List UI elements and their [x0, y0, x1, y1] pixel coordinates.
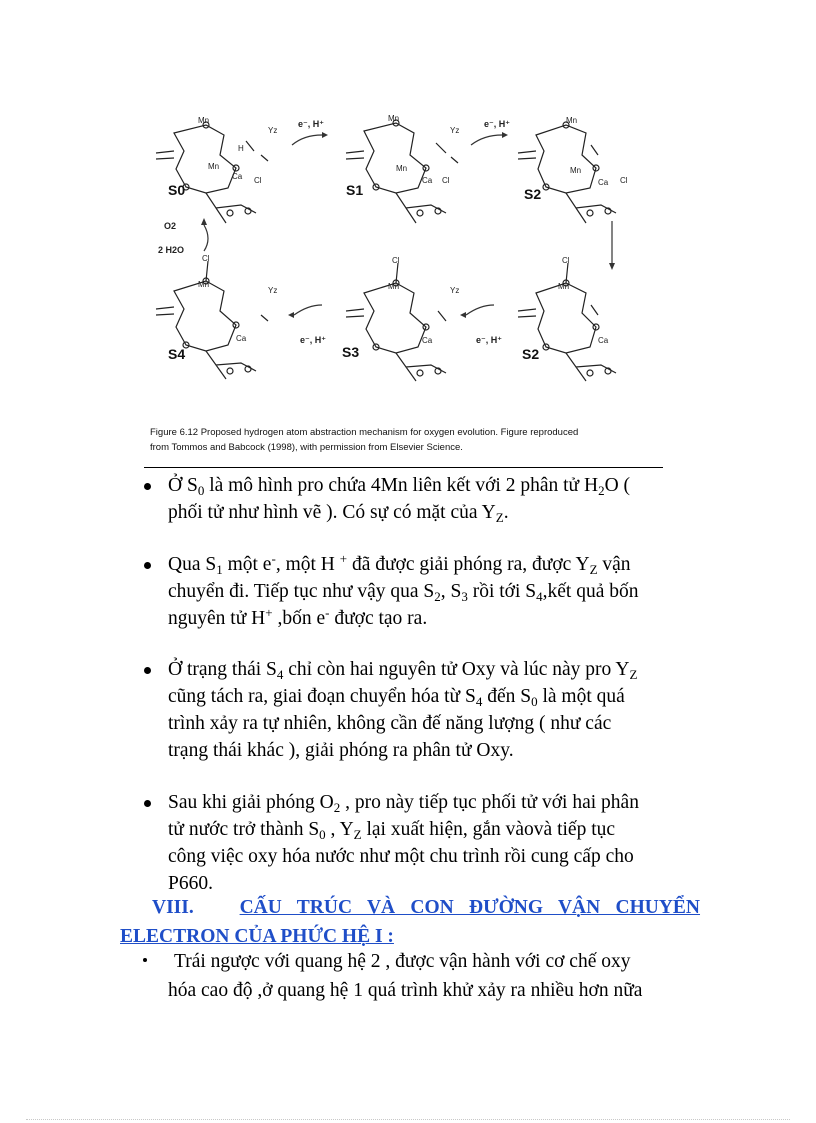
- ca-label: Ca: [236, 334, 247, 343]
- bullet-line: Ở $S_0$ là mô hình pro chứa 4Mn liên kết với 2 phân tử $H_2O$ (: [168, 475, 631, 498]
- bullet-line: Ở trạng thái $S_4$ chỉ còn hai nguyên tử Oxy và lúc này pro $Y_Z$: [168, 659, 638, 682]
- mn-label: Mn: [198, 116, 210, 125]
- bullet-line: trạng thái khác ), giải phóng ra phân tử Oxy.: [168, 740, 514, 761]
- bullet-line: chuyển đi. Tiếp tục như vậy qua $S_2$, $S_3$ rồi tới $S_4,kết$ quả bốn: [168, 581, 639, 604]
- h-label: H: [238, 144, 244, 153]
- mn-label: Mn: [388, 282, 400, 291]
- state-label-s3: S3: [342, 344, 360, 360]
- paragraph-line-1: Trái ngược với quang hệ 2 , được vận hành với cơ chế oxy: [174, 951, 631, 972]
- mechanism-diagram: [146, 113, 664, 461]
- separator-rule: [144, 467, 663, 468]
- section-number: VIII.: [152, 897, 194, 918]
- mn-label: Mn: [388, 114, 400, 123]
- arrow-s4-s0: [204, 225, 208, 251]
- bullet-line: công việc oxy hóa nước như một chu trình rồi cung cấp cho: [168, 846, 634, 867]
- mn-label: Mn: [198, 280, 210, 289]
- cl-label: Cl: [620, 176, 628, 185]
- o2-label: O2: [164, 221, 177, 231]
- section-title-line-1: CẤU TRÚC VÀ CON ĐƯỜNG VẬN CHUYỂN: [239, 897, 701, 918]
- bullet-item: [168, 472, 698, 526]
- yz-label: Yz: [268, 126, 278, 135]
- bullet-dot: [144, 800, 151, 807]
- mechanism-figure: [146, 113, 664, 461]
- mn-label: Mn: [570, 166, 582, 175]
- ca-label: Ca: [422, 176, 433, 185]
- state-label-s4: S4: [168, 346, 186, 362]
- state-label-s2-bottom: S2: [522, 346, 540, 362]
- yz-label: Yz: [450, 126, 460, 135]
- yz-label: Yz: [268, 286, 278, 295]
- h2o-label: 2 H2O: [158, 245, 185, 255]
- arrow-s1-s2: [471, 135, 502, 145]
- section-title-line-2: ELECTRON CỦA PHỨC HỆ I :: [120, 926, 394, 947]
- state-label-s2-top: S2: [524, 186, 542, 202]
- arrow-s2-s3: [466, 305, 494, 315]
- heading-line-1: [120, 893, 700, 922]
- arrow-label-top-right: e⁻, H⁺: [484, 119, 511, 129]
- paragraph-line-2: hóa cao độ ,ở quang hệ 1 quá trình khử xảy ra nhiều hơn nữa: [168, 980, 643, 1001]
- ca-label: Ca: [422, 336, 433, 345]
- molecule-s3: [346, 263, 446, 381]
- page-bottom-dotted-line: [26, 1119, 790, 1120]
- cl-label: Cl: [392, 256, 400, 265]
- bullet-line: P660.: [168, 873, 213, 894]
- bullet-line: tử nước trở thành $S_0$ , $Y_Z$ lại xuất hiện, gắn vàovà tiếp tục: [168, 819, 616, 842]
- mn-label: Mn: [566, 116, 578, 125]
- cl-label: Cl: [442, 176, 450, 185]
- molecule-s2-top: [518, 122, 616, 223]
- bullet-item: [168, 551, 698, 632]
- arrow-s0-s1: [292, 135, 322, 145]
- bullet-dot: [143, 958, 147, 962]
- section-heading: [120, 893, 700, 951]
- mn-label: Mn: [396, 164, 408, 173]
- arrow-s3-s4: [294, 305, 322, 315]
- caption-line-1: Figure 6.12 Proposed hydrogen atom abstraction mechanism for oxygen evolution. Figure reproduced: [150, 427, 579, 438]
- ca-label: Ca: [598, 178, 609, 187]
- arrow-label-top-left: e⁻, H⁺: [298, 119, 325, 129]
- bullet-line: cũng tách ra, giai đoạn chuyển hóa từ $S_4$ đến $S_0$ là một quá: [168, 686, 625, 709]
- atom-labels: [198, 114, 628, 345]
- cl-label: Cl: [254, 176, 262, 185]
- bullet-line: Sau khi giải phóng $O_2$ , pro này tiếp tục phối tử với hai phân: [168, 792, 639, 815]
- yz-label: Yz: [450, 286, 460, 295]
- bullet-line: Qua $S_1$ một e-, một H + đã được giải phóng ra, được $Y_Z$ vận: [168, 551, 631, 577]
- intro-paragraph: [168, 947, 708, 1005]
- caption-line-2: from Tommos and Babcock (1998), with permission from Elsevier Science.: [150, 442, 463, 453]
- bullet-line: trình xảy ra tự nhiên, không cần đế năng lượng ( như các: [168, 713, 612, 734]
- arrow-label-bottom-right: e⁻, H⁺: [476, 335, 503, 345]
- bullet-item: [168, 789, 698, 897]
- mn-label: Mn: [558, 282, 570, 291]
- molecule-s0: [156, 122, 268, 223]
- arrow-labels: [158, 119, 510, 345]
- figure-caption: [150, 427, 578, 453]
- state-label-s0: S0: [168, 182, 186, 198]
- bullet-dot: [144, 483, 151, 490]
- bullet-dot: [144, 667, 151, 674]
- mn-label: Mn: [208, 162, 220, 171]
- cl-label: Cl: [562, 256, 570, 265]
- molecule-s2-bottom: [518, 263, 616, 381]
- bullet-item: [168, 656, 698, 764]
- ca-label: Ca: [232, 172, 243, 181]
- bullet-line: phối tử như hình vẽ ). Có sự có mặt của $Y_Z$.: [168, 502, 509, 525]
- arrow-label-bottom-left: e⁻, H⁺: [300, 335, 327, 345]
- ca-label: Ca: [598, 336, 609, 345]
- state-label-s1: S1: [346, 182, 364, 198]
- bullet-dot: [144, 562, 151, 569]
- bullet-line: nguyên tử H+ ,bốn e- được tạo ra.: [168, 605, 428, 629]
- cl-label: Cl: [202, 254, 210, 263]
